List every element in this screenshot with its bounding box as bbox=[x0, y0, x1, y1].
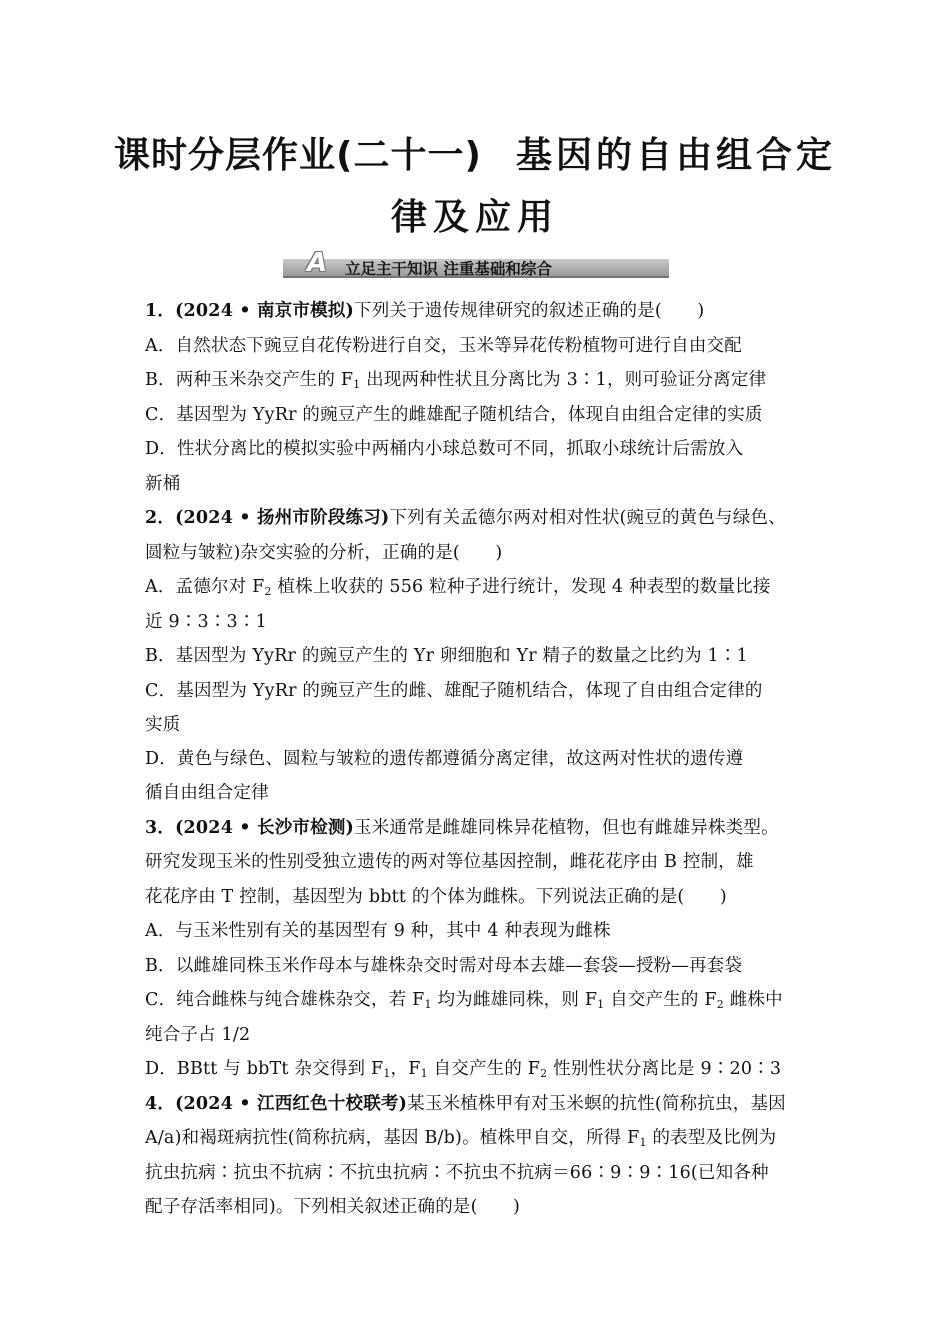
question-text: 下列有关孟德尔两对相对性状(豌豆的黄色与绿色、 bbox=[389, 508, 786, 528]
question-1-stem bbox=[145, 300, 704, 322]
option-text: 自交产生的 F bbox=[604, 990, 717, 1010]
question-4-stem-cont-3: 配子存活率相同)。下列相关叙述正确的是( ) bbox=[145, 1197, 521, 1217]
question-number: 3． bbox=[145, 818, 176, 838]
question-3-option-c bbox=[145, 989, 783, 1011]
question-2-option-c: C．基因型为 YyRr 的豌豆产生的雌、雄配子随机结合，体现了自由组合定律的 bbox=[145, 681, 763, 701]
question-text: 某玉米植株甲有对玉米螟的抗性(简称抗虫，基因 bbox=[407, 1094, 786, 1114]
question-3-stem bbox=[145, 817, 779, 839]
question-1-option-b bbox=[145, 369, 766, 391]
question-source: (2024 • 江西红色十校联考) bbox=[175, 1094, 408, 1114]
question-3-stem-cont-1: 研究发现玉米的性别受独立遗传的两对等位基因控制，雌花花序由 B 控制，雄 bbox=[145, 852, 754, 872]
option-text: B．两种玉米杂交产生的 F bbox=[145, 370, 354, 390]
option-text: 性别性状分离比是 9∶20∶3 bbox=[547, 1059, 782, 1079]
subscript: 2 bbox=[540, 1067, 548, 1080]
question-3-option-c-cont: 纯合子占 1/2 bbox=[145, 1025, 251, 1045]
page-title-line-1 bbox=[0, 127, 950, 178]
option-text: C．纯合雌株与纯合雄株杂交，若 F bbox=[145, 990, 425, 1010]
subscript: 1 bbox=[639, 1136, 647, 1149]
option-text: 均为雌雄同株，则 F bbox=[431, 990, 598, 1010]
question-2-option-d-cont: 循自由组合定律 bbox=[145, 783, 269, 803]
option-text: 出现两种性状且分离比为 3∶1，则可验证分离定律 bbox=[360, 370, 767, 390]
question-2-option-b: B．基因型为 YyRr 的豌豆产生的 Yr 卵细胞和 Yr 精子的数量之比约为 1∶1 bbox=[145, 646, 748, 666]
question-text: 下列关于遗传规律研究的叙述正确的是( ) bbox=[354, 301, 705, 321]
question-4-stem-cont-1 bbox=[145, 1127, 776, 1149]
question-1-option-a: A．自然状态下豌豆自花传粉进行自交，玉米等异花传粉植物可进行自由交配 bbox=[145, 336, 742, 356]
question-1-option-d: D．性状分离比的模拟实验中两桶内小球总数可不同，抓取小球统计后需放入 bbox=[145, 439, 744, 459]
question-number: 1． bbox=[145, 301, 176, 321]
title-part-2: 基因的自由组合定 bbox=[515, 135, 836, 176]
question-1-option-c: C．基因型为 YyRr 的豌豆产生的雌雄配子随机结合，体现自由组合定律的实质 bbox=[145, 405, 763, 425]
subscript: 1 bbox=[424, 998, 432, 1011]
question-2-option-d: D．黄色与绿色、圆粒与皱粒的遗传都遵循分离定律，故这两对性状的遗传遵 bbox=[145, 749, 744, 769]
subscript: 2 bbox=[716, 998, 724, 1011]
subscript: 2 bbox=[264, 585, 272, 598]
question-text: 玉米通常是雌雄同株异花植物，但也有雌雄异株类型。 bbox=[354, 818, 779, 838]
question-3-option-d bbox=[145, 1058, 781, 1080]
question-4-stem-cont-2: 抗虫抗病∶抗虫不抗病∶不抗虫抗病∶不抗虫不抗病＝66∶9∶9∶16(已知各种 bbox=[145, 1163, 769, 1183]
option-text: D．BBtt 与 bbTt 杂交得到 F bbox=[145, 1059, 384, 1079]
question-2-option-a bbox=[145, 576, 771, 598]
option-text: A．孟德尔对 F bbox=[145, 577, 265, 597]
question-2-option-a-cont: 近 9∶3∶3∶1 bbox=[145, 612, 267, 632]
subscript: 1 bbox=[420, 1067, 428, 1080]
question-source: (2024 • 扬州市阶段练习) bbox=[175, 508, 390, 528]
section-a-badge-icon: A bbox=[307, 248, 328, 278]
question-number: 4． bbox=[145, 1094, 176, 1114]
title-part-1: 课时分层作业(二十一) bbox=[114, 135, 482, 176]
question-3-option-a: A．与玉米性别有关的基因型有 9 种，其中 4 种表现为雌株 bbox=[145, 921, 611, 941]
question-text: 的表型及比例为 bbox=[646, 1128, 777, 1148]
question-1-option-d-cont: 新桶 bbox=[145, 474, 181, 494]
option-text: 雌株中 bbox=[723, 990, 783, 1010]
question-2-option-c-cont: 实质 bbox=[145, 715, 181, 735]
option-text: 植株上收获的 556 粒种子进行统计，发现 4 种表型的数量比接 bbox=[271, 577, 771, 597]
subscript: 1 bbox=[383, 1067, 391, 1080]
question-source: (2024 • 长沙市检测) bbox=[175, 818, 355, 838]
question-4-stem bbox=[145, 1093, 786, 1115]
page-title-line-2: 律及应用 bbox=[390, 197, 559, 238]
question-2-stem-cont: 圆粒与皱粒)杂交实验的分析，正确的是( ) bbox=[145, 543, 503, 563]
question-source: (2024 • 南京市模拟) bbox=[175, 301, 355, 321]
subscript: 1 bbox=[353, 378, 361, 391]
subscript: 1 bbox=[597, 998, 605, 1011]
option-text: 自交产生的 F bbox=[427, 1059, 541, 1079]
question-number: 2． bbox=[145, 508, 176, 528]
option-text: ，F bbox=[390, 1059, 421, 1079]
section-banner bbox=[283, 250, 669, 280]
question-text: A/a)和褐斑病抗性(简称抗病，基因 B/b)。植株甲自交，所得 F bbox=[145, 1128, 640, 1148]
banner-label: 立足主干知识 注重基础和综合 bbox=[345, 260, 552, 278]
question-3-stem-cont-2: 花花序由 T 控制，基因型为 bbtt 的个体为雌株。下列说法正确的是( ) bbox=[145, 887, 727, 907]
question-2-stem bbox=[145, 507, 786, 529]
question-3-option-b: B．以雌雄同株玉米作母本与雄株杂交时需对母本去雄—套袋—授粉—再套袋 bbox=[145, 956, 743, 976]
